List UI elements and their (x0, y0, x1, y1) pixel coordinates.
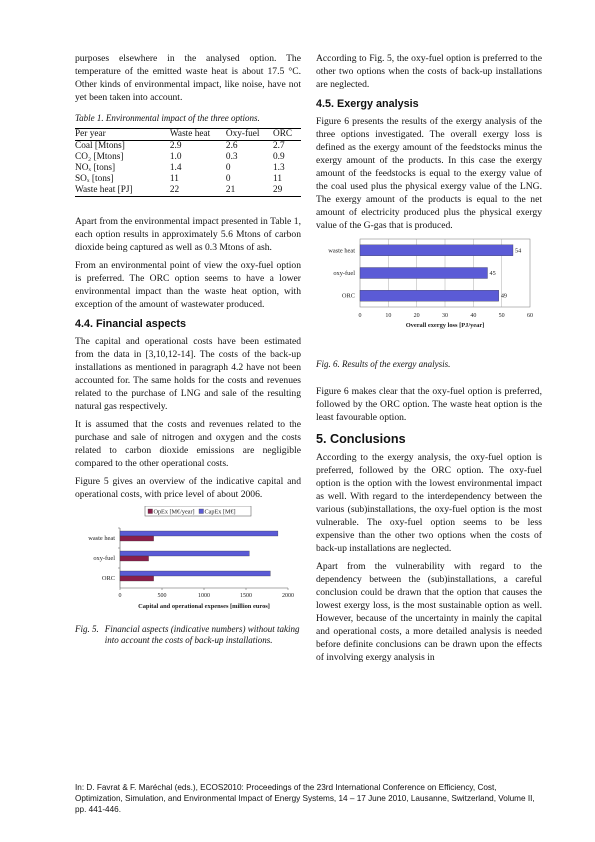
data-label: 49 (500, 292, 508, 300)
opex-bar (120, 556, 149, 561)
table-cell: 0 (225, 162, 231, 173)
x-tick-label: 0 (358, 313, 362, 319)
legend-swatch (199, 509, 204, 514)
section-heading-financial: 4.4. Financial aspects (75, 317, 187, 330)
legend-label: CapEx [M€] (204, 508, 236, 516)
financial-chart (75, 506, 301, 614)
paragraph-environmental: From an environmental point of view the oxy-fuel option is preferred. The ORC option seems to have a lower environmental impact than the waste heat option, with exception of the amount of wastewater produced. (75, 259, 301, 310)
x-tick-label: 0 (118, 592, 122, 599)
paragraph-fig5-intro: Figure 5 gives an overview of the indicative capital and operational costs, with price level of about 2006. (75, 475, 301, 500)
table-cell: 22 (170, 185, 226, 197)
left-column (75, 52, 301, 647)
x-tick-label: 2000 (282, 592, 294, 599)
table-1-caption: Table 1. Environmental impact of the three options. (75, 113, 260, 123)
table-cell: 1.4 (169, 162, 182, 173)
opex-bar (120, 576, 154, 581)
opex-bar (120, 536, 154, 541)
exergy-bar (360, 268, 488, 279)
figure-6 (316, 237, 542, 337)
table-header-cell: ORC (273, 128, 301, 140)
category-label: ORC (341, 292, 355, 300)
table-row (75, 140, 301, 152)
table-cell: CO₂ [Mtons] (75, 151, 124, 162)
x-tick-label: 40 (470, 313, 477, 319)
capex-bar (120, 531, 278, 536)
paragraph-fig6-conclusion: Figure 6 makes clear that the oxy-fuel option is preferred, followed by the ORC option. The waste heat option is the least favourable option. (316, 385, 542, 423)
exergy-bar (360, 245, 513, 256)
table-cell: Waste heat [PJ] (75, 185, 170, 197)
category-label: waste heat (88, 534, 115, 542)
paragraph-intro: purposes elsewhere in the analysed option. The temperature of the emitted waste heat is about 17.5 °C. Other kinds of environmental impact, like noise, have not yet been taken into account. (75, 53, 301, 103)
table-header-cell: Per year (75, 128, 170, 140)
legend-label: OpEx [M€/year] (153, 508, 195, 516)
x-axis-label: Capital and operational expenses [million euros] (138, 602, 270, 610)
table-header-cell: Waste heat (170, 128, 226, 140)
figure-6-caption: Fig. 6. Results of the exergy analysis. (316, 359, 451, 369)
table-cell: 11 (273, 173, 282, 184)
table-row (75, 174, 301, 185)
x-axis-label: Overall exergy loss [PJ/year] (405, 322, 485, 329)
table-cell: 2.9 (169, 140, 182, 151)
section-heading-exergy: 4.5. Exergy analysis (316, 98, 419, 110)
table-header-row (75, 128, 301, 140)
table-row (75, 185, 301, 197)
figure-5 (75, 506, 301, 618)
paragraph-according: According to Fig. 5, the oxy-fuel option is preferred to the other two options when the costs of back-up installations are neglected. (316, 53, 542, 90)
paragraph-assumed: It is assumed that the costs and revenues related to the purchase and sale of nitrogen and oxygen and the costs related to carbon dioxide emissions are negligible compared to the other operational costs. (75, 418, 301, 469)
x-tick-label: 50 (498, 313, 505, 319)
table-header-cell: Oxy-fuel (226, 128, 273, 140)
data-label: 45 (489, 270, 496, 277)
x-tick-label: 30 (442, 313, 448, 319)
table-cell: 1.0 (169, 151, 182, 162)
table-cell: 0 (225, 173, 231, 184)
paragraph-capital: The capital and operational costs have been estimated from the data in [3,10,12-14]. The costs of the back-up installations as mentioned in paragraph 4.2 have not been accounted for. The same holds for the costs and revenues related to the purchase of LNG and sale of the resulting natural gas respectively. (75, 335, 301, 412)
paragraph-exergy: Figure 6 presents the results of the exergy analysis of the three options investigated. The overall exergy loss is defined as the exergy amount of the feedstocks minus the exergy amount of the products. In this case the exergy amount of the feedstocks is equal to the exergy value of the coal used plus the physical exergy value of the LNG. The exergy amount of the products is equal to the net amount of electricity produced plus the physical exergy value of the G-gas that is produced. (316, 116, 542, 231)
paragraph-conclusions-2: Apart from the vulnerability with regard to the dependency between the (sub)installations, a careful conclusion could be drawn that the option that causes the lowest exergy loss, is the most sustainable option as well. However, because of the uncertainty in mainly the capital and operational costs, a more detailed analysis is needed before definite conclusions can be drawn upon the effects of involving exergy analysis in (316, 560, 542, 663)
category-label: ORC (101, 574, 115, 582)
capex-bar (120, 571, 270, 576)
right-column (316, 52, 542, 669)
figure-5-caption (75, 624, 301, 647)
table-cell: 2.7 (273, 140, 285, 151)
table-cell: 29 (273, 185, 301, 197)
x-tick-label: 60 (527, 313, 533, 319)
category-label: waste heat (328, 247, 355, 255)
x-tick-label: 20 (413, 313, 420, 319)
x-tick-label: 10 (385, 313, 392, 319)
figure-5-caption-text: Financial aspects (indicative numbers) without taking into account the costs of back-up installations. (104, 623, 300, 645)
category-label: oxy-fuel (93, 554, 115, 562)
legend-swatch (148, 509, 153, 514)
paragraph-apart: Apart from the environmental impact presented in Table 1, each option results in approximately 5.6 Mtons of carbon dioxide being captured as well as 0.3 Mtons of ash. (75, 215, 301, 253)
x-tick-label: 500 (157, 592, 167, 599)
figure-5-caption-number: Fig. 5. (75, 623, 99, 634)
footer-citation: In: D. Favrat & F. Maréchal (eds.), ECOS2010: Proceedings of the 23rd International Conference on Efficiency, Cost, Optimization, Simulation, and Environmental Impact of Energy Systems, 14 – 17 June 2010, Lausanne, Switzerland, Volume II, pp. 441-446. (75, 783, 535, 814)
table-row (75, 163, 301, 174)
section-heading-conclusions: 5. Conclusions (316, 431, 406, 446)
table-cell: SOₓ [tons] (75, 173, 114, 184)
table-cell: NOₓ [tons] (75, 162, 116, 173)
x-tick-label: 1000 (198, 592, 210, 599)
table-cell: 0.3 (225, 151, 238, 162)
table-cell: 1.3 (273, 162, 285, 173)
exergy-chart (316, 237, 542, 333)
category-label: oxy-fuel (333, 270, 355, 277)
exergy-bar (360, 290, 499, 301)
table-cell: 0.9 (273, 151, 285, 162)
capex-bar (120, 551, 249, 556)
table-row (75, 152, 301, 163)
table-cell: 2.6 (225, 140, 238, 151)
x-tick-label: 1500 (240, 592, 252, 599)
table-cell: 11 (169, 173, 179, 184)
table-cell: Coal [Mtons] (75, 140, 125, 151)
environmental-impact-table (75, 128, 301, 197)
paragraph-conclusions-1: According to the exergy analysis, the oxy-fuel option is preferred, followed by the ORC option. The oxy-fuel option is the option with the lowest environmental impact as well. With regard to the interdependency between the various (sub)installations, the oxy-fuel option is the most vulnerable. The oxy-fuel option seems to be less expensive than the other two options when the costs of back-up installations are neglected. (316, 451, 542, 554)
table-cell: 21 (226, 185, 273, 197)
data-label: 54 (515, 247, 522, 255)
